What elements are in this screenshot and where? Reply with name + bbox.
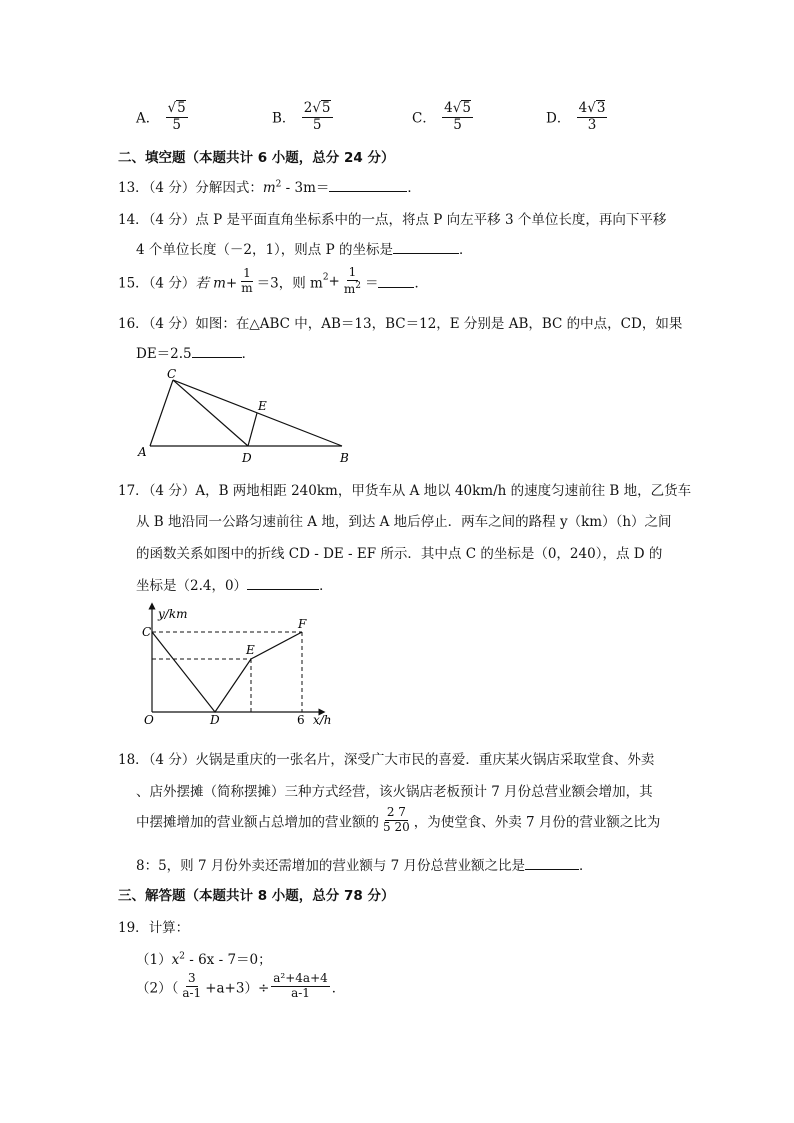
section-3-heading: 三、解答题（本题共计 8 小题，总分 78 分） (118, 888, 395, 904)
answer-blank-14[interactable] (393, 241, 459, 254)
question-14: 14．（4 分）点 P 是平面直角坐标系中的一点，将点 P 向左平移 3 个单位长度，再向下平移 (118, 212, 667, 228)
option-a-letter: A． (136, 110, 160, 127)
option-b-fraction: $\frac{2√5}{5}$ (303, 100, 331, 133)
origin-label: O (144, 713, 154, 727)
option-c-letter: C． (412, 110, 436, 127)
distance-time-graph (138, 600, 338, 730)
question-17-line4: 坐标是（2.4，0） ． (136, 578, 333, 594)
polyline-cdef (152, 632, 302, 712)
question-18-line4: 8：5，则 7 月份外卖还需增加的营业额与 7 月份总营业额之比是 ． (136, 858, 593, 874)
answer-blank-13[interactable] (329, 179, 407, 192)
point-c-label: C (142, 625, 152, 639)
answer-blank-17[interactable] (247, 577, 319, 590)
label-e: E (258, 399, 267, 413)
question-14-line2: 4 个单位长度（－2，1），则点 P 的坐标是 ． (136, 242, 473, 258)
label-d: D (242, 451, 252, 464)
question-18-line2: 、店外摆摊（简称摆摊）三种方式经营，该火锅店老板预计 7 月份总营业额会增加，其 (136, 784, 653, 800)
label-c: C (167, 367, 177, 381)
segment-ac (150, 380, 173, 446)
section-2-heading: 二、填空题（本题共计 6 小题，总分 24 分） (118, 150, 395, 166)
q15-fraction-1: $\frac{1}{m}$ (241, 266, 253, 295)
question-16-line2: DE＝2.5 ． (136, 346, 256, 362)
q15-fraction-2: $\frac{1}{m^2}$ (343, 265, 361, 296)
x-axis-label: x/h (313, 713, 332, 727)
q18-fraction: $\frac{2 7}{5 20}$ (383, 805, 410, 834)
point-d-label: D (210, 713, 220, 727)
segment-de (248, 413, 257, 446)
x-tick-6: 6 (297, 713, 305, 727)
option-c-fraction: $\frac{4√5}{5}$ (444, 100, 471, 133)
point-e-label: E (246, 643, 255, 657)
question-13: 13．（4 分）分解因式：$m^2 - 3m=$ ． (118, 179, 421, 196)
q19-fraction-1: $\frac{3}{a-1}$ (182, 971, 202, 1000)
option-a-fraction: $\frac{√5}{5}$ (167, 100, 186, 133)
option-d (546, 100, 609, 133)
point-f-label: F (298, 617, 307, 631)
segment-cd (173, 380, 248, 446)
option-d-letter: D． (546, 110, 571, 127)
question-17-line2: 从 B 地沿同一公路匀速前往 A 地，到达 A 地后停止．两车之间的路程 y（km）（h）之间 (136, 514, 672, 530)
label-a: A (138, 445, 147, 459)
question-18: 18．（4 分）火锅是重庆的一张名片，深受广大市民的喜爱．重庆某火锅店采取堂食、外卖 (118, 752, 655, 768)
question-17-line3: 的函数关系如图中的折线 CD - DE - EF 所示．其中点 C 的坐标是（0，240），点 D 的 (136, 546, 663, 562)
option-b (272, 100, 335, 133)
answer-blank-16[interactable] (192, 345, 242, 358)
q19-fraction-2: $\frac{\text{a²+4a+4}}{a-1}$ (273, 971, 328, 1000)
question-17: 17．（4 分）A，B 两地相距 240km，甲货车从 A 地以 40km/h 的速度匀速前往 B 地，乙货车 (118, 483, 692, 499)
segment-cb (173, 380, 342, 446)
label-b: B (340, 451, 349, 464)
question-16: 16．（4 分）如图：在△ABC 中，AB＝13，BC＝12，E 分别是 AB，BC 的中点，CD，如果 (118, 316, 683, 332)
triangle-figure (130, 366, 360, 464)
question-19-part-2: （2）（ $\frac{3}{a-1}$ +a+3）÷ $\frac{\text{a²+4a+4}}{a-1}$ ． (136, 971, 346, 1000)
question-15: 15．（4 分）若 m+ $\frac{1}{m}$ ＝3，则 $m^2+$ $\frac{1}{m^2}$ ＝ ． (118, 265, 428, 296)
question-18-line3: 中摆摊增加的营业额占总增加的营业额的 $\frac{2 7}{5 20}$ ，为使堂食、外卖 7 月份的营业额之比为 (136, 805, 661, 834)
option-a (136, 100, 190, 133)
answer-blank-18[interactable] (525, 857, 579, 870)
answer-blank-15[interactable] (378, 275, 414, 288)
y-axis-label: y/km (158, 607, 188, 621)
option-c (412, 100, 475, 133)
question-19: 19．计算： (118, 920, 190, 936)
option-d-fraction: $\frac{4√3}{3}$ (578, 100, 606, 133)
question-19-part-1: $(1)x^2 - 6x - 7=0$； (136, 951, 272, 968)
option-b-letter: B． (272, 110, 296, 127)
